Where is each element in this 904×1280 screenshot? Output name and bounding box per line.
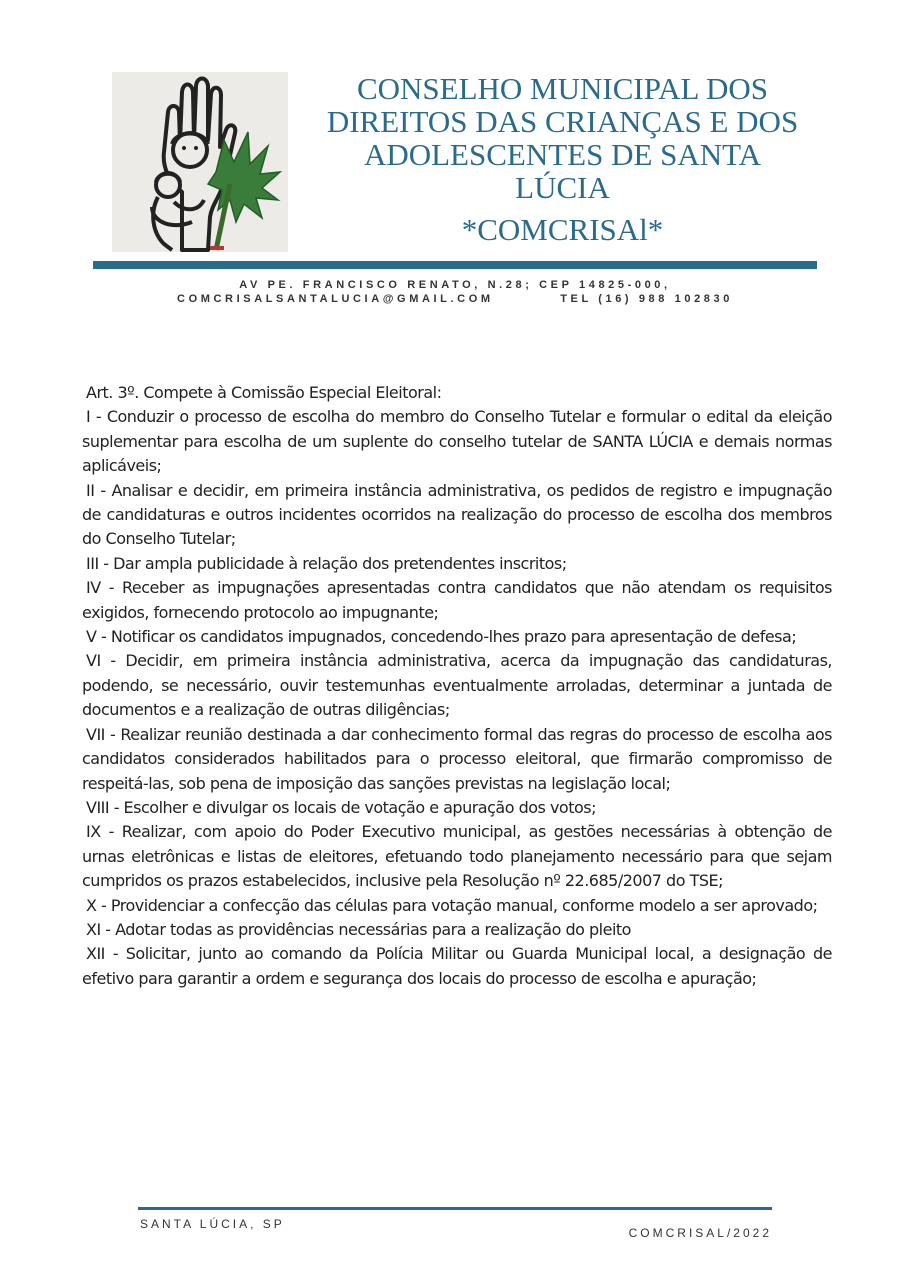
footer-location: SANTA LÚCIA, SP: [140, 1217, 285, 1231]
article-heading: Art. 3º. Compete à Comissão Especial Eleitoral:: [86, 383, 442, 402]
article-item: VI - Decidir, em primeira instância administrativa, acerca da impugnação das candidaturas, podendo, se necessário, ouvir testemunhas eventualmente arroladas, determinar a juntada de documentos e a realização de outras diligências;: [82, 651, 832, 720]
article-item: I - Conduzir o processo de escolha do membro do Conselho Tutelar e formular o edital da eleição suplementar para escolha de um suplente do conselho tutelar de SANTA LÚCIA e demais normas aplicáveis;: [82, 407, 832, 476]
council-name-line: LÚCIA: [515, 170, 610, 205]
article-item: XII - Solicitar, junto ao comando da Polícia Militar ou Guarda Municipal local, a designação de efetivo para garantir a ordem e segurança dos locais do processo de escolha e apuração;: [82, 944, 832, 988]
article-item: II - Analisar e decidir, em primeira instância administrativa, os pedidos de registro e impugnação de candidaturas e outros incidentes ocorridos na realização do processo de escolha dos membros do Conselho Tutelar;: [82, 480, 832, 549]
council-name: [290, 72, 835, 204]
council-name-line: ADOLESCENTES DE SANTA: [363, 137, 762, 172]
council-name-line: DIREITOS DAS CRIANÇAS E DOS: [326, 104, 799, 139]
article-item: V - Notificar os candidatos impugnados, concedendo-lhes prazo para apresentação de defesa;: [86, 627, 797, 647]
article-item: XI - Adotar todas as providências necessárias para a realização do pleito: [86, 919, 631, 939]
contact-email: COMCRISALSANTALUCIA@GMAIL.COM: [177, 293, 494, 305]
council-name-line: CONSELHO MUNICIPAL DOS: [356, 71, 769, 106]
council-abbreviation: *COMCRISAl*: [461, 212, 664, 247]
contact-phone: TEL (16) 988 102830: [560, 293, 733, 305]
contact-address: AV PE. FRANCISCO RENATO, N.28; CEP 14825-000,: [239, 279, 671, 291]
article-item: VII - Realizar reunião destinada a dar conhecimento formal das regras do processo de escolha aos candidatos considerados habilitados para o processo eleitoral, que firmarão compromisso de respeitá-las, sob pena de imposição das sanções previstas na legislação local;: [82, 724, 832, 793]
footer-divider: [138, 1207, 772, 1210]
article-item: X - Providenciar a confecção das células para votação manual, conforme modelo a ser aprovado;: [86, 895, 818, 915]
council-logo: [112, 72, 288, 252]
article-item: III - Dar ampla publicidade à relação dos pretendentes inscritos;: [86, 553, 567, 573]
header-divider: [93, 261, 817, 269]
article-item: VIII - Escolher e divulgar os locais de votação e apuração dos votos;: [86, 797, 596, 817]
article-body: [82, 381, 832, 991]
article-item: IV - Receber as impugnações apresentadas contra candidatos que não atendam os requisitos exigidos, fornecendo protocolo ao impugnante;: [82, 578, 832, 622]
contact-line-2: [93, 293, 817, 305]
article-item: IX - Realizar, com apoio do Poder Executivo municipal, as gestões necessárias à obtenção de urnas eletrônicas e listas de eleitores, efetuando todo planejamento necessário para que sejam cumpridos os prazos estabelecidos, inclusive pela Resolução nº 22.685/2007 do TSE;: [82, 822, 832, 891]
footer-document-reference: COMCRISAL/2022: [628, 1226, 772, 1240]
